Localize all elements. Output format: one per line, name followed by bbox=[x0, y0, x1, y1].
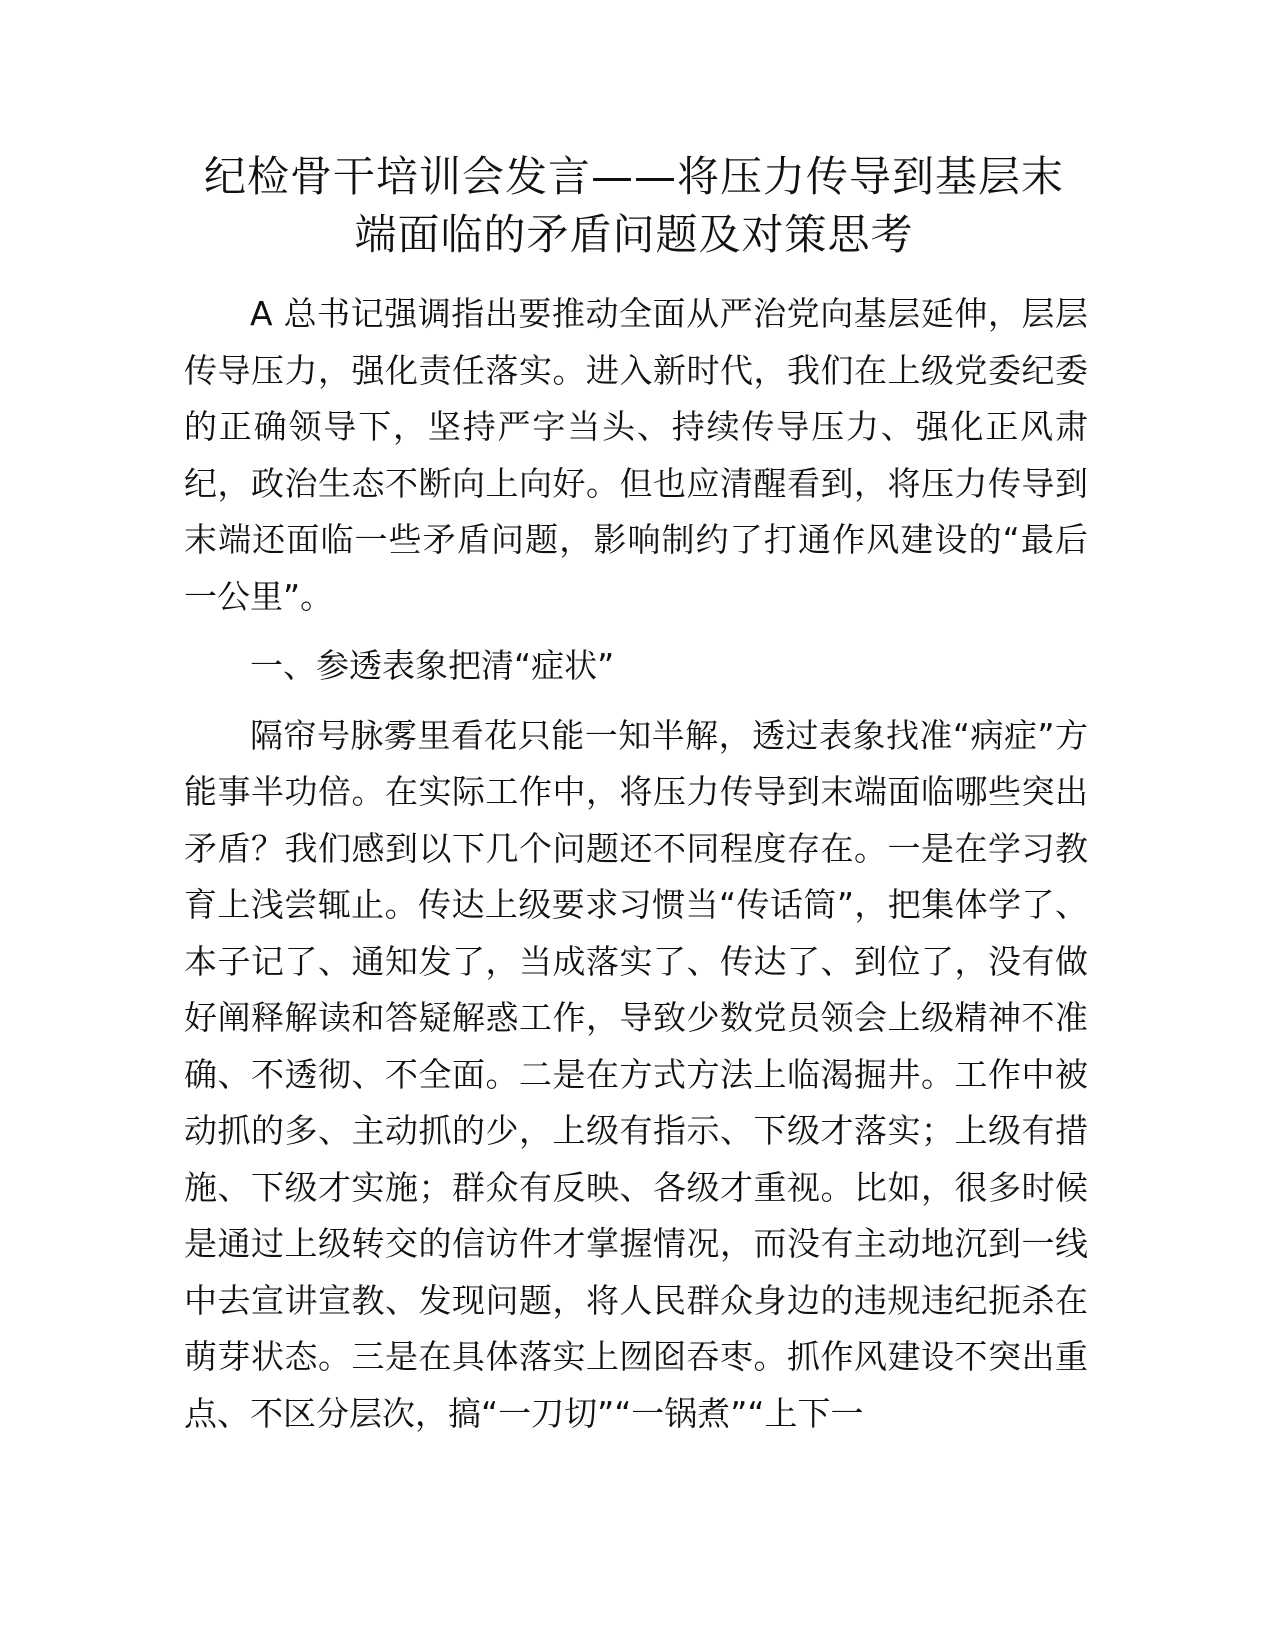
document-body bbox=[184, 286, 1088, 1442]
document-title bbox=[180, 148, 1088, 264]
section-heading-1: 一、参透表象把清“症状” bbox=[250, 646, 615, 685]
body-paragraph-intro: A 总书记强调指出要推动全面从严治党向基层延伸，层层传导压力，强化责任落实。进入新时代，我们在上级党委纪委的正确领导下，坚持严字当头、持续传导压力、强化正风肃纪，政治生态不断向上向好。但也应清醒看到，将压力传导到末端还面临一些矛盾问题，影响制约了打通作风建设的“最后一公里”。 bbox=[184, 294, 1088, 616]
body-paragraph-symptoms: 隔帘号脉雾里看花只能一知半解，透过表象找准“病症”方能事半功倍。在实际工作中，将压力传导到末端面临哪些突出矛盾？我们感到以下几个问题还不同程度存在。一是在学习教育上浅尝辄止。传达上级要求习惯当“传话筒”，把集体学了、本子记了、通知发了，当成落实了、传达了、到位了，没有做好阐释解读和答疑解惑工作，导致少数党员领会上级精神不准确、不透彻、不全面。二是在方式方法上临渴掘井。工作中被动抓的多、主动抓的少，上级有指示、下级才落实；上级有措施、下级才实施；群众有反映、各级才重视。比如，很多时候是通过上级转交的信访件才掌握情况，而没有主动地沉到一线中去宣讲宣教、发现问题，将人民群众身边的违规违纪扼杀在萌芽状态。三是在具体落实上囫囵吞枣。抓作风建设不突出重点、不区分层次，搞“一刀切”“一锅煮”“上下一 bbox=[184, 715, 1088, 1433]
document-title-line-1: 纪检骨干培训会发言——将压力传导到基层末 bbox=[203, 152, 1064, 201]
document-title-line-2: 端面临的矛盾问题及对策思考 bbox=[354, 210, 914, 259]
